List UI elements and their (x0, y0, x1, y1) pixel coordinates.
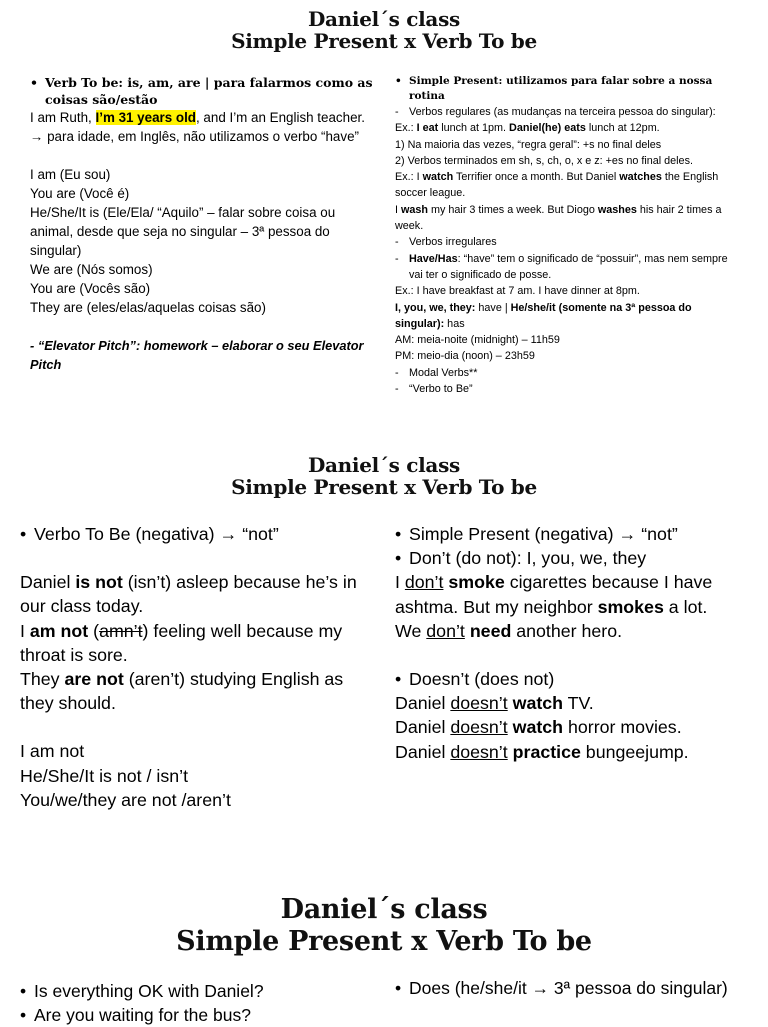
highlighted-age: I’m 31 years old (95, 110, 196, 125)
bullet-marker: • (20, 1005, 27, 1025)
slide-2-title-line-2: Simple Present x Verb To be (231, 475, 537, 500)
slide-2-left-column (20, 522, 375, 812)
verb-to-be-item: - “Verbo to Be” (395, 383, 473, 396)
bungeejump-example: Daniel doesn’t practice bungeejump. (395, 741, 689, 762)
watch-example: Ex.: I watch Terrifier once a month. But Daniel watches the English soccer league. (395, 171, 719, 200)
horror-movies-example: Daniel doesn’t watch horror movies. (395, 717, 682, 738)
rule-1: 1) Na maioria das vezes, “regra geral”: +s no final deles (395, 138, 662, 151)
dont-bullet: • Don’t (do not): I, you, we, they (395, 546, 755, 570)
slide-3 (0, 880, 768, 1024)
pronoun-you-plural: You are (Vocês são) (30, 281, 151, 296)
modal-verbs-item: - Modal Verbs** (395, 366, 478, 379)
smoke-example: I don’t smoke cigarettes because I have ashtma. But my neighbor smokes a lot. (395, 572, 713, 617)
watch-tv-example: Daniel doesn’t watch TV. (395, 693, 594, 714)
breakfast-example: Ex.: I have breakfast at 7 am. I have dinner at 8pm. (395, 285, 640, 298)
bullet-marker: • (395, 978, 402, 998)
simple-present-heading: • Simple Present: utilizamos para falar sobre a nossa rotina (395, 75, 713, 102)
bullet-marker: • (30, 75, 38, 90)
slide-1-title (0, 8, 768, 53)
simple-present-negative-bullet: • Simple Present (negativa) → “not” (395, 522, 755, 546)
i-am-not: I am not (20, 741, 85, 762)
slide-1-right-column (395, 74, 740, 397)
slide-3-title-line-2: Simple Present x Verb To be (176, 926, 592, 958)
slide-3-title (0, 894, 768, 959)
slide-1-title-line-2: Simple Present x Verb To be (231, 29, 537, 54)
wash-example: I wash my hair 3 times a week. But Diogo washes his hair 2 times a week. (395, 203, 722, 233)
bullet-marker: • (20, 981, 27, 1001)
irregular-verbs-item: - Verbos irregulares (395, 236, 497, 249)
verb-to-be-heading: • Verb To be: is, am, are | para falarmos como as coisas são/estão (30, 75, 373, 107)
slide-2-right-column (395, 522, 755, 764)
slide-3-title-line-1: Daniel´s class (280, 894, 488, 925)
he-she-it-is-not: He/She/It is not / isn’t (20, 765, 189, 786)
slide-2-title (0, 454, 768, 499)
slide-2-title-line-1: Daniel´s class (307, 453, 461, 477)
slide-3-right-column (395, 979, 755, 998)
bullet-marker: • (395, 548, 402, 569)
bullet-marker: • (395, 524, 402, 544)
feeling-well-example: I am not (amn’t) feeling well because my throat is sore. (20, 620, 343, 665)
rule-2: 2) Verbos terminados em sh, s, ch, o, x e z: +es no final deles. (395, 154, 693, 167)
am-definition: AM: meia-noite (midnight) – 11h59 (395, 334, 560, 347)
pronoun-you: You are (Você é) (30, 186, 130, 201)
bullet-marker: • (20, 524, 27, 544)
pronoun-we: We are (Nós somos) (30, 262, 153, 277)
ruth-intro: I am Ruth, I’m 31 years old, and I’m an English teacher. → para idade, em Inglês, não utilizamos o verbo “have” (30, 110, 365, 144)
you-we-they-are-not: You/we/they are not /aren’t (20, 789, 231, 810)
eat-example: Ex.: I eat lunch at 1pm. Daniel(he) eats lunch at 12pm. (395, 122, 660, 135)
question-1-bullet: • Is everything OK with Daniel? (20, 981, 264, 1001)
pronoun-he-she-it: He/She/It is (Ele/Ela/ “Aquilo” – falar sobre coisa ou animal, desde que seja no singular – 3ª pessoa do singular) (30, 205, 336, 258)
have-has-item: - Have/Has: “have” tem o significado de “possuir”, mas nem sempre vai ter o significado de posse. (395, 252, 728, 281)
does-bullet: • Does (he/she/it → 3ª pessoa do singular) (395, 978, 728, 998)
asleep-example: Daniel is not (isn’t) asleep because he’s in our class today. (20, 572, 357, 617)
bullet-marker: • (395, 669, 402, 690)
doesnt-bullet: • Doesn’t (does not) (395, 667, 755, 691)
slide-3-left-column (20, 979, 375, 1027)
have-has-rule: I, you, we, they: have | He/she/it (somente na 3ª pessoa do singular): has (395, 301, 692, 330)
question-2-bullet: • Are you waiting for the bus? (20, 1005, 251, 1025)
hero-example: We don’t need another hero. (395, 620, 623, 641)
slide-1-title-line-1: Daniel´s class (307, 7, 461, 31)
slide-1 (0, 0, 768, 425)
slide-2 (0, 442, 768, 842)
pronoun-they: They are (eles/elas/aquelas coisas são) (30, 300, 266, 315)
slide-1-left-column (30, 74, 375, 374)
regular-verbs-item: - Verbos regulares (as mudanças na terceira pessoa do singular): (395, 106, 716, 118)
studying-example: They are not (aren’t) studying English as they should. (20, 669, 344, 714)
verb-to-be-negative-bullet: • Verbo To Be (negativa) → “not” (20, 522, 375, 546)
pronoun-i: I am (Eu sou) (30, 167, 111, 182)
pm-definition: PM: meio-dia (noon) – 23h59 (395, 350, 535, 363)
struck-word: amn’t (99, 620, 143, 641)
bullet-marker: • (395, 75, 402, 87)
elevator-pitch-homework: - “Elevator Pitch”: homework – elaborar o seu Elevator Pitch (30, 338, 364, 372)
